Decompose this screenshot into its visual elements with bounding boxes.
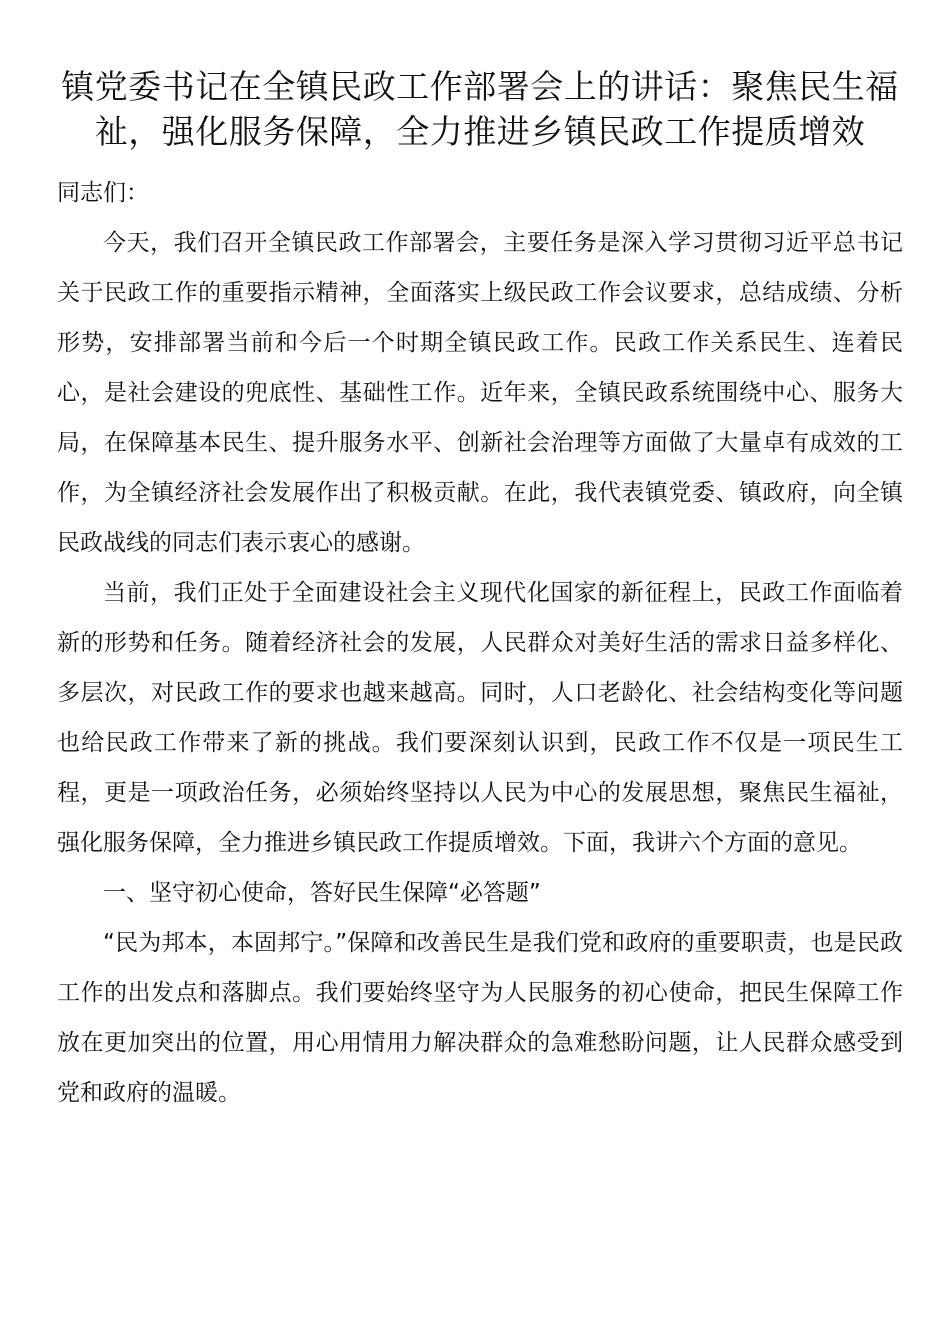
section-paragraph: “民为邦本，本固邦宁。”保障和改善民生是我们党和政府的重要职责，也是民政工作的出发点和落脚点。我们要始终坚守为人民服务的初心使命，把民生保障工作放在更加突出的位置，用心用情用力解决群众的急难愁盼问题，让人民群众感受到党和政府的温暖。: [57, 930, 903, 1106]
document-page: [57, 64, 903, 1118]
context-paragraph: 当前，我们正处于全面建设社会主义现代化国家的新征程上，民政工作面临着新的形势和任务。随着经济社会的发展，人民群众对美好生活的需求日益多样化、多层次，对民政工作的要求也越来越高。同时，人口老龄化、社会结构变化等问题也给民政工作带来了新的挑战。我们要深刻认识到，民政工作不仅是一项民生工程，更是一项政治任务，必须始终坚持以人民为中心的发展思想，聚焦民生福祉，强化服务保障，全力推进乡镇民政工作提质增效。下面，我讲六个方面的意见。: [57, 580, 903, 856]
salutation: 同志们：: [57, 180, 149, 206]
document-title: 镇党委书记在全镇民政工作部署会上的讲话：聚焦民生福祉，强化服务保障，全力推进乡镇民政工作提质增效: [61, 67, 899, 151]
intro-paragraph: 今天，我们召开全镇民政工作部署会，主要任务是深入学习贯彻习近平总书记关于民政工作的重要指示精神，全面落实上级民政工作会议要求，总结成绩、分析形势，安排部署当前和今后一个时期全镇民政工作。民政工作关系民生、连着民心，是社会建设的兜底性、基础性工作。近年来，全镇民政系统围绕中心、服务大局，在保障基本民生、提升服务水平、创新社会治理等方面做了大量卓有成效的工作，为全镇经济社会发展作出了积极贡献。在此，我代表镇党委、镇政府，向全镇民政战线的同志们表示衷心的感谢。: [57, 230, 903, 556]
section-heading: 一、坚守初心使命，答好民生保障“必答题”: [103, 880, 541, 906]
